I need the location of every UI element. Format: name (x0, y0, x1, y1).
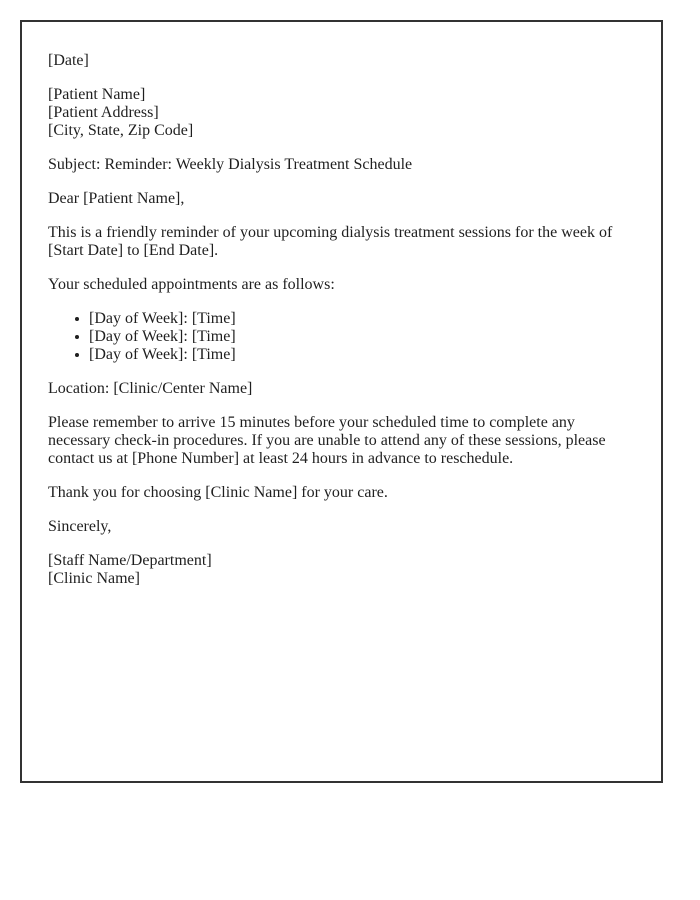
date-line: [Date] (48, 52, 89, 69)
salutation-line: Dear [Patient Name], (48, 190, 185, 207)
recipient-address-line: [Patient Address] (48, 104, 159, 121)
appointment-item (48, 328, 628, 346)
closing-line: Sincerely, (48, 518, 112, 535)
bullet-icon (75, 317, 79, 321)
appointment-item (48, 346, 628, 364)
recipient-address-block (48, 86, 628, 140)
appointment-item-label: [Day of Week]: [Time] (89, 346, 236, 363)
subject-line: Subject: Reminder: Weekly Dialysis Treatment Schedule (48, 156, 413, 173)
signature-block (48, 552, 628, 588)
bullet-icon (75, 353, 79, 357)
letter-body (22, 22, 661, 588)
arrival-instructions-paragraph: Please remember to arrive 15 minutes before your scheduled time to complete any necessary check-in procedures. If you are unable to attend any of these sessions, please contact us at [Phone Number] at least 24 hours in advance to reschedule. (48, 414, 606, 467)
appointment-item-label: [Day of Week]: [Time] (89, 328, 236, 345)
appointments-lead-in-line: Your scheduled appointments are as follows: (48, 276, 335, 293)
thanks-line: Thank you for choosing [Clinic Name] for your care. (48, 484, 388, 501)
appointment-item (48, 310, 628, 328)
appointment-item-label: [Day of Week]: [Time] (89, 310, 236, 327)
appointments-list (48, 310, 628, 364)
intro-paragraph: This is a friendly reminder of your upcoming dialysis treatment sessions for the week of [Start Date] to [End Date]. (48, 224, 613, 259)
signature-clinic-line: [Clinic Name] (48, 570, 140, 587)
bullet-icon (75, 335, 79, 339)
recipient-city-state-zip-line: [City, State, Zip Code] (48, 122, 194, 139)
location-line: Location: [Clinic/Center Name] (48, 380, 253, 397)
letter-frame (20, 20, 663, 783)
signature-staff-line: [Staff Name/Department] (48, 552, 212, 569)
recipient-name-line: [Patient Name] (48, 86, 146, 103)
